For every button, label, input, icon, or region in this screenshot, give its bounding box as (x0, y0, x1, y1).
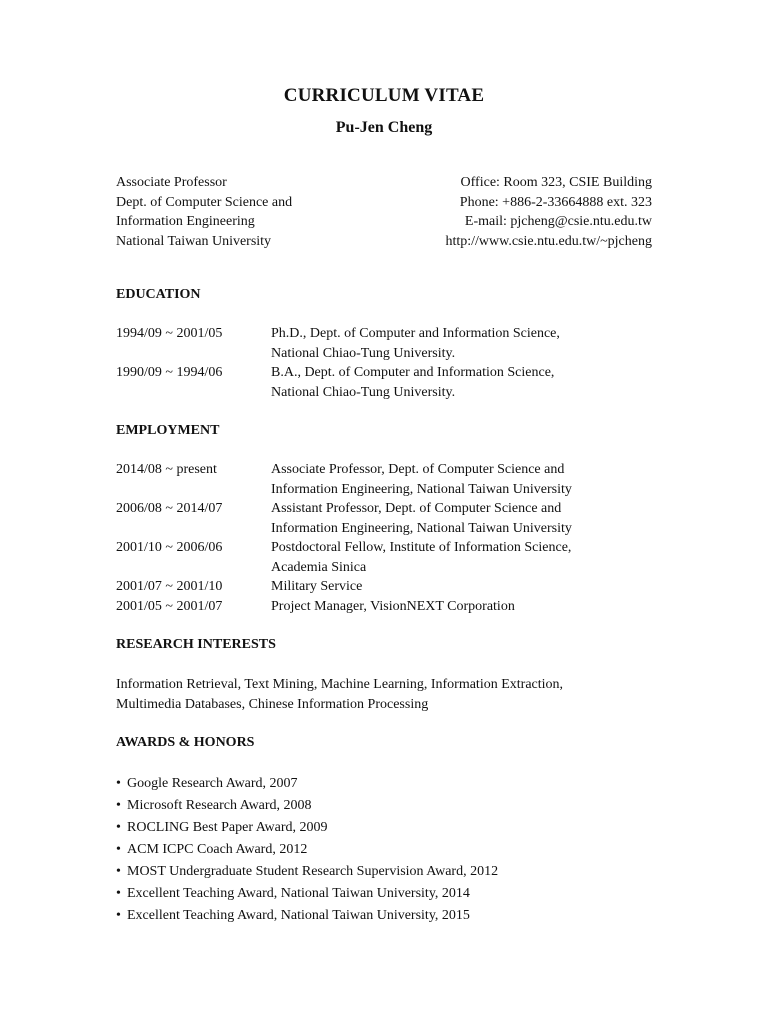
position-title: Associate Professor (116, 175, 227, 190)
document-title: CURRICULUM VITAE (283, 85, 485, 106)
bullet-icon: • (116, 908, 121, 923)
phone-number: Phone: +886-2-33664888 ext. 323 (459, 194, 652, 210)
entry-line: Ph.D., Dept. of Computer and Information Science, (271, 326, 560, 341)
entry-description (271, 363, 656, 402)
university-name: National Taiwan University (116, 233, 272, 249)
entry-line: Information Engineering, National Taiwan University (271, 481, 572, 497)
education-list (116, 324, 656, 402)
bullet-icon: • (116, 798, 121, 813)
entry-description (271, 597, 656, 617)
entry-description (271, 324, 656, 363)
awards-list (116, 773, 656, 927)
entry-line: Academia Sinica (271, 559, 367, 575)
award-text: Google Research Award, 2007 (127, 776, 298, 791)
entry-line: National Chiao-Tung University. (271, 345, 456, 361)
education-heading: EDUCATION (116, 287, 201, 302)
award-text: Excellent Teaching Award, National Taiwan University, 2015 (127, 908, 470, 923)
bullet-icon: • (116, 864, 121, 879)
awards-heading: AWARDS & HONORS (116, 735, 255, 750)
person-name: Pu-Jen Cheng (335, 119, 433, 136)
research-line: Multimedia Databases, Chinese Information Processing (116, 696, 429, 712)
entry-line: Postdoctoral Fellow, Institute of Information Science, (271, 540, 572, 555)
bullet-icon: • (116, 776, 121, 791)
entry-line: B.A., Dept. of Computer and Information Science, (271, 365, 555, 380)
award-text: Excellent Teaching Award, National Taiwan University, 2014 (127, 886, 470, 901)
entry-line: Assistant Professor, Dept. of Computer Science and (271, 501, 562, 516)
research-heading: RESEARCH INTERESTS (116, 637, 276, 652)
award-item (116, 883, 656, 905)
employment-entry (116, 577, 656, 597)
employment-entry (116, 499, 656, 538)
bullet-icon: • (116, 886, 121, 901)
entry-line: Military Service (271, 579, 363, 594)
entry-date: 2006/08 ~ 2014/07 (116, 501, 223, 516)
award-text: MOST Undergraduate Student Research Supervision Award, 2012 (127, 864, 499, 879)
award-item (116, 817, 656, 839)
research-interests-text (116, 675, 656, 714)
employment-list (116, 460, 656, 616)
entry-date: 1994/09 ~ 2001/05 (116, 326, 223, 341)
entry-description (271, 577, 656, 597)
entry-description (271, 499, 656, 538)
education-entry (116, 324, 656, 363)
entry-line: Project Manager, VisionNEXT Corporation (271, 598, 515, 614)
entry-line: Information Engineering, National Taiwan University (271, 520, 572, 536)
bullet-icon: • (116, 820, 121, 835)
entry-description (271, 460, 656, 499)
award-item (116, 861, 656, 883)
employment-heading: EMPLOYMENT (116, 423, 220, 438)
entry-line: Associate Professor, Dept. of Computer Science and (271, 462, 565, 477)
bullet-icon: • (116, 842, 121, 857)
department-line-1: Dept. of Computer Science and (116, 194, 293, 210)
employment-entry (116, 597, 656, 617)
contact-row (116, 173, 652, 193)
research-line: Information Retrieval, Text Mining, Machine Learning, Information Extraction, (116, 677, 564, 692)
award-item (116, 839, 656, 861)
contact-row (116, 212, 652, 232)
award-text: ACM ICPC Coach Award, 2012 (127, 842, 308, 857)
entry-line: National Chiao-Tung University. (271, 384, 456, 400)
education-entry (116, 363, 656, 402)
award-item (116, 905, 656, 927)
employment-entry (116, 538, 656, 577)
entry-date: 2001/10 ~ 2006/06 (116, 540, 223, 555)
award-item (116, 795, 656, 817)
department-line-2: Information Engineering (116, 214, 255, 229)
entry-description (271, 538, 656, 577)
homepage-url: http://www.csie.ntu.edu.tw/~pjcheng (445, 233, 652, 249)
office-location: Office: Room 323, CSIE Building (460, 175, 652, 190)
entry-date: 2001/07 ~ 2001/10 (116, 579, 223, 594)
email-address: E-mail: pjcheng@csie.ntu.edu.tw (464, 214, 652, 229)
entry-date: 2014/08 ~ present (116, 462, 217, 477)
award-item (116, 773, 656, 795)
contact-row (116, 193, 652, 213)
entry-date: 1990/09 ~ 1994/06 (116, 365, 223, 380)
contact-row (116, 232, 652, 252)
entry-date: 2001/05 ~ 2001/07 (116, 598, 223, 614)
award-text: ROCLING Best Paper Award, 2009 (127, 820, 328, 835)
employment-entry (116, 460, 656, 499)
contact-block (116, 173, 652, 251)
award-text: Microsoft Research Award, 2008 (127, 798, 312, 813)
